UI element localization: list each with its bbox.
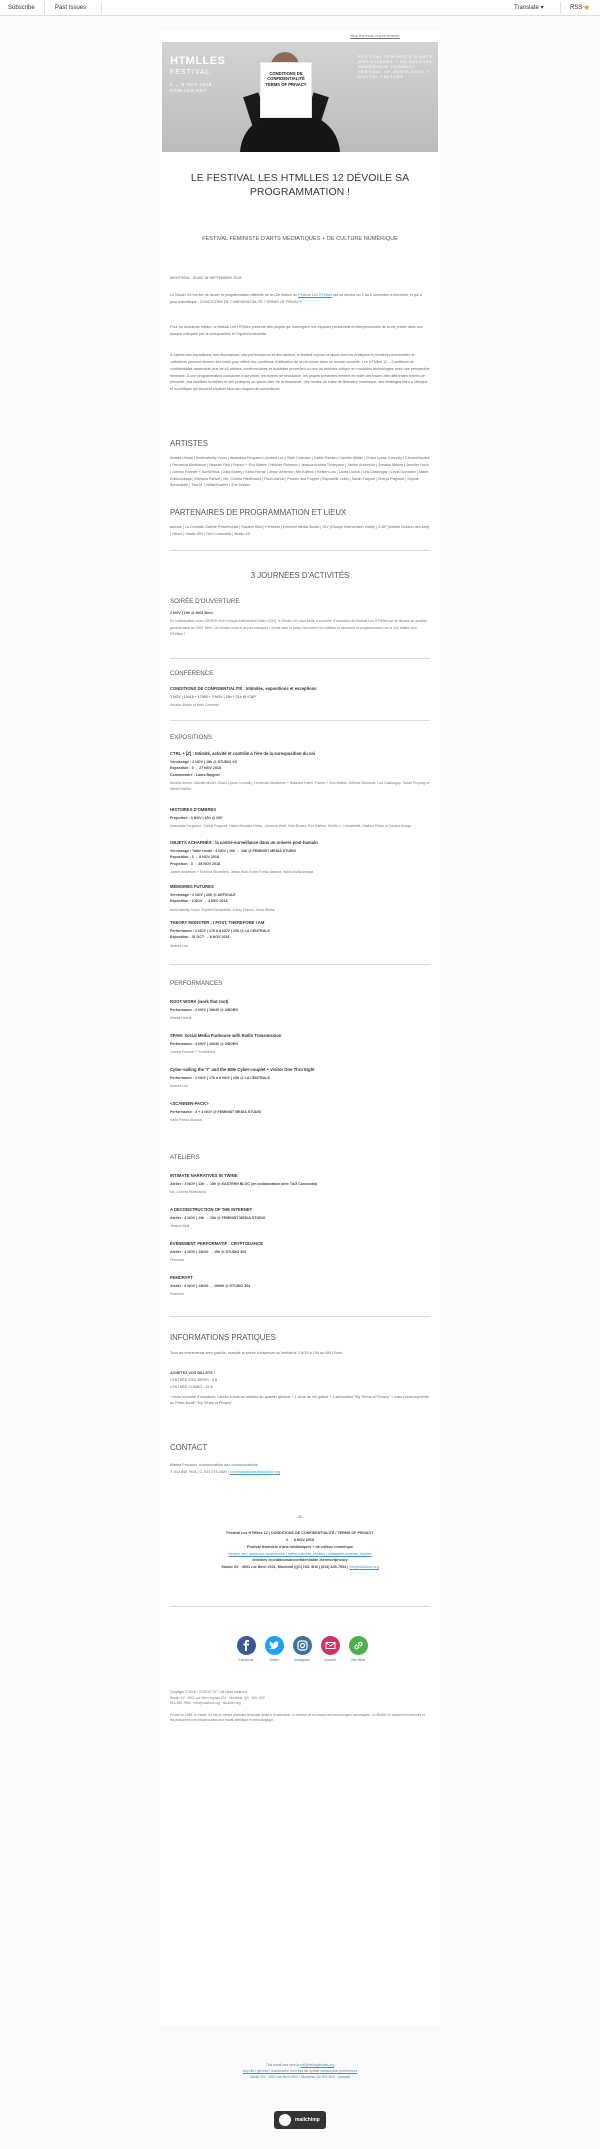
- section-divider: [170, 964, 430, 965]
- expo-event-line: Vernissage / Table ronde : 4 NOV | 16h → 18h @ FEMINIST MEDIA STUDIO: [170, 848, 297, 853]
- expo-event-title: HISTOIRES D'OMBRES: [170, 807, 217, 812]
- expo-event-line: Projection : 3 → 28 NOV 2018: [170, 861, 221, 866]
- twitter-icon: [265, 1636, 284, 1655]
- partners-title: PARTENAIRES DE PROGRAMMATION ET LIEUX: [170, 508, 347, 517]
- perf-event-names: Johnny Forever + SunWithus: [170, 1050, 216, 1055]
- expo-event-names: Andrea Luu: [170, 943, 189, 948]
- copyright: Copyright © 2018 * STUDIO XX *, All rights reserved.: [170, 1690, 248, 1694]
- hero-festival-description: FESTIVAL FÉMINISTE D'ARTS MÉDIATIQUES + DE CULTURE NUMÉRIQUE FEMINIST FESTIVAL OF MEDIA ARTS + DIGITAL CULTURE: [358, 54, 433, 80]
- expo-event-line: Vernissage : 2 NOV | 18h @ STUDIO XX: [170, 759, 238, 764]
- social-label: Site Web: [351, 1658, 365, 1662]
- signoff-links[interactable]: htmlles.net | facebook.com/htmlles | twitter.com/les_htmlles | instagram.com/les_htmlles: [228, 1551, 372, 1556]
- hero-brand-sub: FESTIVAL: [170, 69, 211, 76]
- expo-event-4: [170, 883, 430, 913]
- performances-title: PERFORMANCES: [170, 980, 223, 987]
- topbar-divider: [44, 2, 45, 14]
- partners-list: articule | La Centrale Galerie Powerhouse | Eastern Bloc | Feminart | Feminist Media Studio | GIV (Groupe Intervention Vidéo) | ICAP (Institut Gestion des Arts) | Oboro | Studio 303 | TAG Concordia | Studio XX: [170, 525, 430, 536]
- mailchimp-badge[interactable]: [274, 2111, 326, 2129]
- perf-event-line: Performance : 3 NOV | 20h30 @ OBORO: [170, 1041, 239, 1046]
- expo-event-title: MÉMOIRES FUTURES: [170, 884, 214, 889]
- expositions-title: EXPOSITIONS: [170, 734, 212, 741]
- perf-event-names: Mirella Hexus: [170, 1016, 192, 1021]
- small-address: Studio XX · 4001 rue Berri espace 201 · Montréal, QC · H2L 4H2: [170, 1695, 265, 1700]
- tickets-block: [170, 1370, 430, 1407]
- perf-event-4: [170, 1100, 430, 1123]
- atelier-event-line: Atelier : 4 NOV | 14h → 16h @ FEMINIST MEDIA STUDIO: [170, 1215, 266, 1220]
- section-divider: [170, 720, 430, 721]
- expo-event-3: [170, 839, 430, 875]
- contact-phone: T. 514 845 7934 | C. 514 274 2820 |: [170, 1469, 229, 1474]
- perf-event-title: Cyber-sailing the "I" and the EMe Cyber-couplet + Visitor One Thru Eight: [170, 1067, 315, 1072]
- expo-event-line: Exposition : 3 → 8 NOV 2018: [170, 855, 219, 860]
- expo-event-line: Commissaire : Laura Baignet: [170, 772, 220, 777]
- perf-event-title: SPAM: Social Media Funhouse with Radio Transmission: [170, 1033, 282, 1038]
- days-title: 3 JOURNÉES D'ACTIVITÉS: [250, 571, 350, 580]
- mailchimp-icon: [279, 2114, 291, 2126]
- opening-block: [170, 610, 430, 637]
- perf-event-line: Performance : 2 NOV | 19h30 @ OBORO: [170, 1007, 239, 1012]
- atelier-event-line: Atelier : 3 NOV | 13h → 15h @ EASTERN BLOC (en collaboration avec TAG Concordia): [170, 1181, 318, 1186]
- atelier-event-title: A DECONSTRUCTION OF THE INTERNET: [170, 1207, 253, 1212]
- atelier-event-4: [170, 1274, 430, 1297]
- atelier-event-names: Mz. Clothra Hildebrand: [170, 1190, 206, 1195]
- view-in-browser-link[interactable]: View this email in your browser: [350, 34, 400, 38]
- archive-topbar: [0, 0, 600, 16]
- social-label: Facebook: [238, 1658, 254, 1662]
- expo-event-1: [170, 750, 430, 793]
- infos-paragraph: Tous les événements sont gratuits, excepté la soirée d'ouverture du festival le 2 NOV à 19h au 4001 Berri.: [170, 1351, 344, 1355]
- hero-date-range: 2 → 8 NOV 2018: [170, 82, 212, 87]
- opening-title: SOIRÉE D'OUVERTURE: [170, 598, 240, 605]
- social-label: Twitter: [269, 1658, 279, 1662]
- translate-label: Translate: [514, 5, 539, 11]
- social-twitter[interactable]: [263, 1636, 285, 1663]
- atelier-event-title: INTIMATE NARRATIVES IN TWINE: [170, 1173, 238, 1178]
- instagram-icon: [293, 1636, 312, 1655]
- perf-event-title: ROOT WORK (work that root): [170, 999, 229, 1004]
- expo-event-names: Amalia Ulman, Camille Müller, Charo Lyons Connolly, Fernanda Mondonce + Natasha Fabel, Franco + Eco Mathis, Héloïse Ruimonz, Lea Castongay, Sarah Furyday et WhiteFeather: [170, 780, 430, 792]
- ticket-line: • ENTRÉE COMBO : 15 $: [170, 1384, 213, 1389]
- contact-name: Marina Provanzi, coordonnatrice aux communications: [170, 1463, 258, 1467]
- topbar-divider: [560, 2, 561, 14]
- expo-event-names: Janine Anderson + Romina Stromfield, Jesse Wall, Karla Ferraz Alcarca, Maria Kulikovskaya: [170, 869, 314, 874]
- perf-event-3: [170, 1066, 430, 1089]
- footer-recipient-link[interactable]: rolf@deltaglacialer.org: [300, 2063, 335, 2067]
- conference-title: CONFÉRENCE: [170, 670, 214, 677]
- perf-event-names: Andrea Luu: [170, 1084, 189, 1089]
- signoff-address-line: [170, 1564, 430, 1571]
- signoff-line: Festival Les HTMlles 12 | CONDITIONS DE CONFIDENTIALITÉ / TERMS OF PRIVACY: [226, 1531, 374, 1535]
- expo-event-5: [170, 919, 430, 949]
- conference-event-title: CONDITIONS DE CONFIDENTIALITÉ : Intimités, expositions et exceptions: [170, 686, 317, 691]
- expo-event-title: CTRL + [Z] : Intimité, activité et contrôle à l'ère de la surexposition du soi: [170, 751, 316, 756]
- atelier-event-title: FEMCRYPT: [170, 1275, 193, 1280]
- contact-email-link[interactable]: communications@studioxx.org: [229, 1469, 281, 1474]
- infos-title: INFORMATIONS PRATIQUES: [170, 1333, 276, 1342]
- tickets-title: ACHETEZ VOS BILLETS !: [170, 1371, 215, 1375]
- signoff-block: [170, 1530, 430, 1571]
- atelier-event-2: [170, 1206, 430, 1229]
- intro-paragraph-2: Pour sa douzième édition, le festival Les HTMlles présente des projets qui interrogent nos espaces personnels et interpersonnels de la vie privée dans une époque marquée par la surexposition et l'hyperconnectivité.: [170, 325, 423, 336]
- expo-event-title: OBJETS ACHARNÉS : la contre-surveillance dans un univers post-humain: [170, 840, 318, 845]
- intro-paragraph-3: À travers des expositions, des discussions, des performances et des ateliers, le festival explore la façon dont les pratiques et pensées personnelles et collectives peuvent devenir des outils pour définir les conditions d'utilisation de la vie privée dans un monde surveillé. Les HTMlles 12 – Conditions de confidentialité rassemble plus de 40 artistes, conférencières et activistes provenant ou non du territoire critique en nouvelles technologies avec une perspective féministe. À une programmation consacrée à surveiller, les formes de résistance, les projets présentés mettent en relief des traces des différentes formes de précarité, des identités invisibles et des pratiques ou savoir-faire de la résistance, des modes de luttes de libération numérique, des stratégies liées à l'éthique et la politique qui peuvent s'opérer face aux risques de surveillance.: [170, 353, 430, 392]
- perf-event-names: Karla Ferraz Alcarca: [170, 1118, 202, 1123]
- social-website[interactable]: [347, 1636, 369, 1663]
- perf-event-line: Performance : 2 NOV | 17h à 8 NOV | 19h @ LA CENTRALE: [170, 1075, 270, 1080]
- mailchimp-label: mailchimp: [295, 2117, 320, 2123]
- social-label: Courriel: [324, 1658, 336, 1662]
- atelier-event-3: [170, 1240, 430, 1263]
- perf-event-2: [170, 1032, 430, 1055]
- festival-link[interactable]: Festival Les HTMlles: [298, 293, 333, 297]
- atelier-event-1: [170, 1172, 430, 1195]
- page-footer: [160, 2062, 440, 2080]
- expo-event-line: Vernissage : 2 NOV | 20h @ ARTICULE: [170, 892, 236, 897]
- section-divider: [170, 658, 430, 659]
- expo-event-line: Exposition : 3 → 27 NOV 2018: [170, 766, 221, 771]
- expo-event-line: Exposition : 31 OCT → 8 NOV 2018: [170, 935, 230, 940]
- hero-dates: [170, 82, 212, 93]
- signoff-line: 2 → 8 NOV 2018: [285, 1537, 315, 1542]
- perf-event-line: Performance : 3 + 4 NOV @ FEMINIST MEDIA STUDIO: [170, 1109, 262, 1114]
- topbar-divider: [101, 2, 102, 14]
- rss-link[interactable]: [570, 4, 589, 13]
- artists-title: ARTISTES: [170, 439, 208, 448]
- contact-block: [170, 1462, 430, 1476]
- hero-paper-sign: CONDITIONS DE CONFIDENTIALITÉ TERMS OF PRIVACY: [260, 62, 312, 118]
- atelier-event-line: Atelier : 8 NOV | 13h00 → 16h00 @ STUDIO 303: [170, 1283, 251, 1288]
- website-icon: [349, 1636, 368, 1655]
- dateline: MONTRÉAL, JEUDI 18 SEPTEMBRE 2018: [170, 276, 242, 280]
- small-print: [170, 1690, 430, 1724]
- sub-headline: FESTIVAL FÉMINISTE D'ARTS MÉDIATIQUES + DE CULTURE NUMÉRIQUE: [202, 236, 398, 242]
- intro-p1-end: qui se tiendra du 2 au 8 novembre à Montréal, et qui a pour thématique : CONDITIONS DE CONFIDENTIALITÉ / TERMS OF PRIVACY.: [170, 293, 422, 304]
- ticket-line: • ENTRÉE 4001 BERRI : 5 $: [170, 1377, 217, 1382]
- contact-phone-line: [170, 1469, 430, 1476]
- opening-meta: 2 NOV | 19h @ 4001 Berri: [170, 611, 213, 615]
- social-instagram[interactable]: [291, 1636, 313, 1663]
- subscribe-link[interactable]: Subscribe: [8, 5, 35, 11]
- atelier-event-names: Feminart: [170, 1258, 184, 1263]
- email-icon: [321, 1636, 340, 1655]
- rss-icon: ◉: [584, 5, 590, 11]
- atelier-event-names: Feminart: [170, 1292, 184, 1297]
- main-headline: LE FESTIVAL LES HTMLLES 12 DÉVOILE SA PROGRAMMATION !: [190, 172, 410, 198]
- mission-statement: Fondé en 1996, le Studio XX est un centre d'artistes féministe dédié à l'exploration, la création et la critique des technologies numériques. Le Studio XX soutient les femmes et les personnes non-binaires dans leur travail artistique et technologique.: [170, 1712, 425, 1723]
- contact-title: CONTACT: [170, 1443, 208, 1452]
- expo-event-title: THEORY MONSTER : I POST, THEREFORE I AM: [170, 920, 265, 925]
- expo-event-names: Anastasia Fergusnd, Cheryl Pagurett, Hafsa Abubakr Hafez, Johanna Wait, Julia Bowey, Kim Kathrin, Kristin Li, Lumathétik, Sasima Robin et Sandra Araújo: [170, 824, 412, 829]
- signoff-marks: - 30 -: [295, 1515, 305, 1519]
- ateliers-title: ATELIERS: [170, 1154, 200, 1161]
- expo-event-names: Ambivalently Yours, Sophie Bernadette, Zoezy Franco, Zeda Reese: [170, 907, 275, 912]
- conference-block: [170, 685, 430, 708]
- section-divider: [170, 1316, 430, 1317]
- conference-meta: 3 NOV | 15h15 + 17h00 + 3 NOV | 16h + 21h @ ICAP: [170, 694, 256, 699]
- social-label: Instagram: [294, 1658, 310, 1662]
- atelier-event-names: Jessica Muff: [170, 1224, 190, 1229]
- hero-banner: [162, 42, 438, 152]
- intro-p1-start: Le Studio XX est fier de lancer la programmation officielle de la 12e édition du: [170, 293, 298, 297]
- hero-brand: HTMLLES: [170, 55, 226, 67]
- perf-event-title: <SCANNER-PACK>: [170, 1101, 209, 1106]
- hero-site: HTMLLES.NET: [170, 87, 207, 93]
- opening-description: En collaboration avec OBORO et le Groupe Intervention Vidéo (GIV), le Studio XX vous invite à la soirée d'ouverture du festival Les HTMlles qui se tiendra au quartier général situé au 4001 Berri. Un rendez-vous à ne pas manquer ! Venez faire la party, rencontrer les artistes et découvrir la programmation de la 12e édition des HTMlles !: [170, 619, 428, 637]
- section-divider: [170, 1606, 430, 1607]
- rss-label: RSS: [570, 5, 583, 11]
- facebook-icon: [237, 1636, 256, 1655]
- small-phone: 514-845-7934 · info@studioxx.org · studioxx.org: [170, 1701, 241, 1706]
- footer-address: Studio XX · 4001 rue Berri #201 · Montréal, Qc H2L 4H2 · Canada: [250, 2075, 350, 2080]
- footer-links[interactable]: why did I get this? unsubscribe from this list update subscription preferences: [242, 2069, 358, 2074]
- artists-list: Amalia Ulman | Ambivalently Yours | Anastasia Fergusnd | Andrea Luu | Beth Coleman | Caitlin Rankin | Camille Müller | Charo Lyons Connolly | ChoreoStudies | Fernanda Mondonce | Hannah Fink | Franco + Eco Mathis | Héloïse Ruimonz | Jessica Andrea Thompson | Janine Anderson | Jumana Manna | Jennifer Hoch | Johnny Forever + SunWithus | Julia Bowey | Karla Ferraz | Jesse Amerina | Nin Kathrin | Kirsten Lau | Laura Lucich | Lea Castongay | Leyla Gonzalez | Marie Kulikovskaya | Mohana Pariset | Mz. Clothra Hildebrand | Paul Lacroix | Prunes and Puppet | Raphaëlle Lebel | Sarah Farjoun | Sheryll Pagurett | Sophie Bernadette | Tina M. | WhiteFeather | Zoe Tessier: [170, 456, 430, 488]
- translate-dropdown[interactable]: [514, 4, 543, 13]
- section-divider: [170, 550, 430, 551]
- past-issues-link[interactable]: Past Issues: [55, 5, 87, 11]
- social-email[interactable]: [319, 1636, 341, 1663]
- expo-event-line: Performance : 2 NOV | 17h à 8 NOV | 19h @ LA CENTRALE: [170, 928, 270, 933]
- signoff-hashtags: #htmlles #conditionsdeconfidentialite #termsofprivacy: [252, 1558, 348, 1563]
- chevron-down-icon: ▾: [540, 5, 544, 11]
- perf-event-1: [170, 998, 430, 1021]
- expo-event-2: [170, 806, 430, 829]
- ticket-note: * inclut la soirée d'ouverture, l'accès à tous les ateliers du quartier général + 1 verre de vin gratuit + 1 autocollant "My Terms of Privacy" + votre photo imprimée du Photo Booth "My Terms of Privacy": [170, 1394, 429, 1406]
- signoff-line: Festival féministe d'arts médiatiques + de culture numérique: [246, 1544, 354, 1549]
- newsletter-body: [160, 30, 440, 2025]
- conference-names: Amalia Ulman et Beth Coleman: [170, 703, 219, 708]
- footer-sent-label: This email was sent to: [265, 2063, 300, 2067]
- atelier-event-title: ÉVÉNEMENT PERFORMATIF : CRYPTODANCE: [170, 1241, 263, 1246]
- expo-event-line: Projection : 3 NOV | 16h @ GIV: [170, 815, 223, 820]
- expo-event-line: Exposition : 4 NOV → 4 DEC 2018: [170, 899, 228, 904]
- signoff-address: Studio XX · 4001 rue Berri #201, Montréal (QC) H2L 4H2 | (514) 845-7934 |: [221, 1565, 349, 1570]
- signoff-email-link[interactable]: info@studioxx.org: [349, 1565, 379, 1570]
- atelier-event-line: Atelier : 4 NOV | 13h00 → 15h @ STUDIO 303: [170, 1249, 247, 1254]
- social-facebook[interactable]: [235, 1636, 257, 1663]
- intro-paragraph-1: [170, 292, 430, 306]
